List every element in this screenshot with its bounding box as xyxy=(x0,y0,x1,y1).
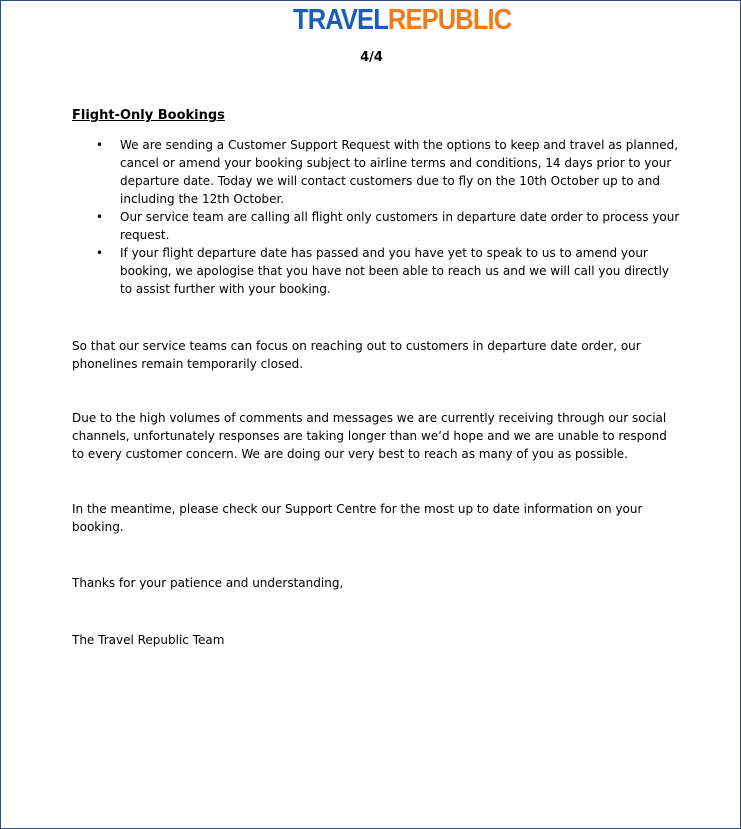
list-item-text: We are sending a Customer Support Request with the options to keep and travel as planned, cancel or amend your booking subject to airline terms and conditions, 14 days prior to your departure date. Today we will contact customers due to fly on the 10th October up to and including the 12th October. xyxy=(120,138,679,206)
signature: The Travel Republic Team xyxy=(72,633,225,647)
paragraph-thanks: Thanks for your patience and understanding, xyxy=(72,576,344,590)
paragraph-support-centre: In the meantime, please check our Support Centre for the most up to date information on your booking. xyxy=(72,502,643,534)
paragraph-phonelines: So that our service teams can focus on reaching out to customers in departure date order, our phonelines remain temporarily closed. xyxy=(72,339,641,371)
travel-republic-logo xyxy=(293,4,512,36)
paragraph-social-channels: Due to the high volumes of comments and messages we are currently receiving through our social channels, unfortunately responses are taking longer than we’d hope and we are unable to respond to every customer concern. We are doing our very best to reach as many of you as possible. xyxy=(72,411,667,461)
logo-text-republic: REPUBLIC xyxy=(387,4,512,36)
document-body xyxy=(72,107,682,649)
list-item xyxy=(72,208,682,244)
bullet-icon: • xyxy=(96,210,104,224)
page-number: 4/4 xyxy=(360,50,383,65)
bullet-icon: • xyxy=(96,138,104,152)
section-heading: Flight-Only Bookings xyxy=(72,108,225,123)
list-item-text: Our service team are calling all flight only customers in departure date order to process your request. xyxy=(120,210,680,242)
bullet-icon: • xyxy=(96,246,104,260)
list-item xyxy=(72,244,682,298)
bullet-list xyxy=(72,136,682,298)
logo-text-travel: TRAVEL xyxy=(293,4,388,36)
list-item xyxy=(72,136,682,208)
list-item-text: If your flight departure date has passed and you have yet to speak to us to amend your booking, we apologise that you have not been able to reach us and we will call you directly to assist further with your booking. xyxy=(120,246,669,296)
